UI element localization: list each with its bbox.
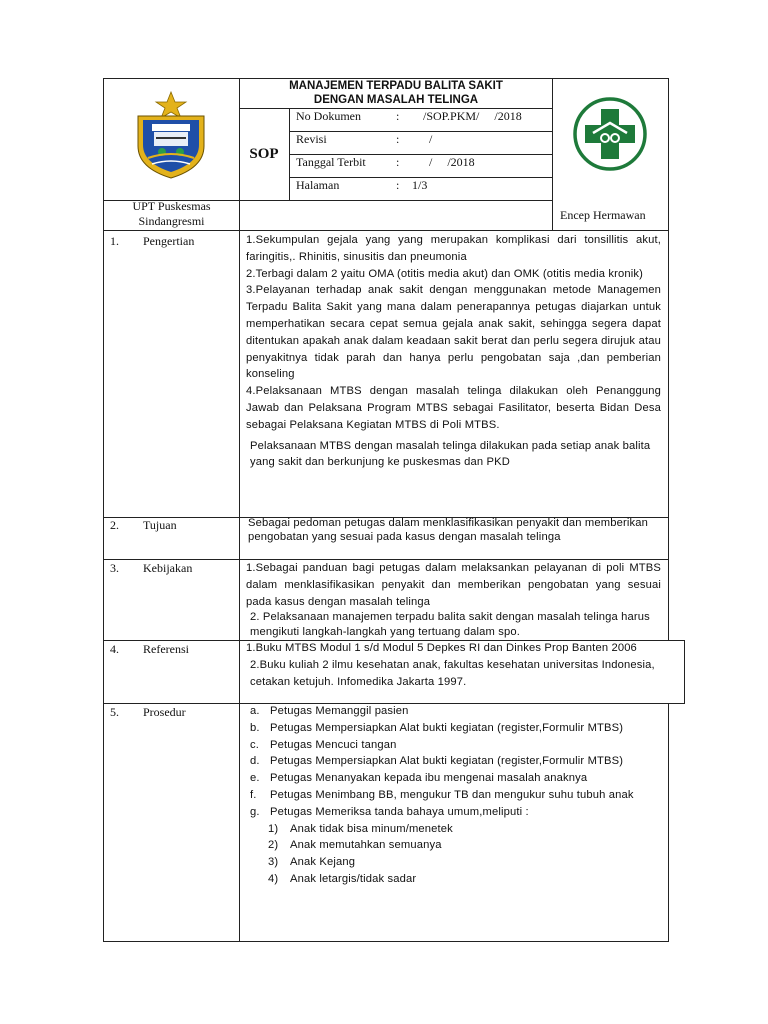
- meta-label-revisi: Revisi: [296, 132, 327, 146]
- prosedur-step: [242, 753, 661, 770]
- sub-marker: 2): [268, 839, 279, 852]
- section-number: 1.: [110, 234, 119, 248]
- table-border-bottom: [103, 941, 669, 942]
- table-border-right-shifted: [684, 640, 685, 703]
- section-number: 2.: [110, 518, 119, 532]
- meta-value-halaman: 1/3: [412, 178, 428, 192]
- kebijakan-content: [246, 560, 661, 640]
- title-line-1: MANAJEMEN TERPADU BALITA SAKIT: [289, 80, 503, 92]
- meta-row-line: [289, 131, 552, 132]
- prosedur-content: [242, 703, 661, 888]
- section-label-kebijakan: Kebijakan: [143, 561, 193, 575]
- section-number: 5.: [110, 705, 119, 719]
- column-divider: [239, 78, 240, 942]
- puskesmas-logo: [572, 96, 648, 172]
- prosedur-steps: [242, 703, 661, 821]
- header-divider-right: [552, 78, 553, 230]
- step-text: Petugas Menanyakan kepada ibu mengenai masalah anaknya: [270, 772, 588, 785]
- step-text: Petugas Mempersiapkan Alat bukti kegiatan (register,Formulir MTBS): [270, 755, 624, 768]
- section-label-referensi: Referensi: [143, 642, 189, 656]
- prosedur-step: [242, 703, 661, 720]
- sub-text: Anak letargis/tidak sadar: [290, 872, 417, 885]
- meta-value-tanggal-terbit: / /2018: [429, 155, 475, 169]
- step-marker: f.: [250, 788, 257, 801]
- referensi-content: [246, 640, 666, 690]
- step-text: Petugas Memanggil pasien: [270, 705, 409, 717]
- danger-sign-item: [242, 854, 661, 871]
- meta-sep: :: [396, 109, 400, 123]
- meta-label-halaman: Halaman: [296, 178, 340, 192]
- step-text: Petugas Memeriksa tanda bahaya umum,meliputi :: [270, 805, 529, 818]
- step-marker: d.: [250, 755, 260, 768]
- meta-sep: :: [396, 132, 400, 146]
- section-number: 4.: [110, 642, 119, 656]
- pengertian-paragraph: 2.Terbagi dalam 2 yaitu OMA (otitis media akut) dan OMK (otitis media kronik): [246, 267, 644, 280]
- sub-marker: 4): [268, 872, 279, 885]
- organization-name: [104, 199, 239, 229]
- kebijakan-paragraph: 1.Sebagai panduan bagi petugas dalam melaksankan pelayanan di poli MTBS dalam menklasifikasikan penyakit dan memberikan pengobatan yang sesuai pada kasus dengan masalah telinga: [246, 562, 661, 608]
- section-label-pengertian: Pengertian: [143, 234, 195, 248]
- step-marker: a.: [250, 705, 260, 717]
- step-marker: e.: [250, 772, 260, 785]
- pengertian-paragraph: Pelaksanaan MTBS dengan masalah telinga dilakukan pada setiap anak balita yang sakit dan berkunjung ke puskesmas dan PKD: [250, 439, 651, 468]
- meta-sep: :: [396, 155, 400, 169]
- meta-label-no-dokumen: No Dokumen: [296, 109, 361, 123]
- tujuan-content: [248, 516, 653, 544]
- table-border-right-lower: [668, 703, 669, 942]
- step-marker: b.: [250, 721, 260, 734]
- referensi-item: 1.Buku MTBS Modul 1 s/d Modul 5 Depkes RI dan Dinkes Prop Banten 2006: [246, 642, 637, 654]
- table-border-right: [668, 78, 669, 640]
- pengertian-paragraph: 1.Sekumpulan gejala yang yang merupakan komplikasi dari tonsillitis akut, faringitis,. Rhinitis, sinusitis dan pneumonia: [246, 234, 661, 263]
- danger-sign-item: [242, 871, 661, 888]
- step-text: Petugas Mempersiapkan Alat bukti kegiatan (register,Formulir MTBS): [270, 721, 624, 734]
- meta-label-tanggal-terbit: Tanggal Terbit: [296, 155, 366, 169]
- tujuan-paragraph: Sebagai pedoman petugas dalam menklasifikasikan penyakit dan memberikan pengobatan yang sesuai pada kasus dengan masalah telinga: [248, 517, 648, 543]
- meta-value-revisi: /: [429, 132, 433, 146]
- step-text: Petugas Mencuci tangan: [270, 738, 397, 751]
- step-marker: g.: [250, 805, 260, 818]
- prosedur-step: [242, 804, 661, 821]
- step-text: Petugas Menimbang BB, mengukur TB dan mengukur suhu tubuh anak: [270, 788, 634, 801]
- document-title: [240, 79, 552, 107]
- sub-text: Anak Kejang: [290, 856, 356, 869]
- meta-value-no-dokumen: /SOP.PKM/ /2018: [423, 109, 522, 123]
- danger-sign-list: [242, 821, 661, 888]
- section-number: 3.: [110, 561, 119, 575]
- prosedur-step: [242, 770, 661, 787]
- kebijakan-paragraph: 2. Pelaksanaan manajemen terpadu balita sakit dengan masalah telinga harus mengikuti langkah-langkah yang tertuang dalam spo.: [250, 611, 650, 639]
- sub-marker: 3): [268, 856, 279, 869]
- prosedur-step: [242, 737, 661, 754]
- sub-text: Anak tidak bisa minum/menetek: [290, 822, 453, 835]
- meta-sep: :: [396, 178, 400, 192]
- referensi-item: 2.Buku kuliah 2 ilmu kesehatan anak, fakultas kesehatan universitas Indonesia, cetakan ketujuh. Infomedika Jakarta 1997.: [250, 658, 655, 688]
- section-label-tujuan: Tujuan: [143, 518, 177, 532]
- danger-sign-item: [242, 821, 661, 838]
- sub-text: Anak memutahkan semuanya: [290, 839, 442, 852]
- pengertian-paragraph: 3.Pelayanan terhadap anak sakit dengan menggunakan metode Managemen Terpadu Balita Sakit yang mana dalam penerapannya petugas diajarkan untuk memperhatikan secara cepat semua gejala anak sakit, sehingga segera dapat ditentukan apakah anak dalam keadaan sakit berat dan perlu segera dirujuk atau penyakitnya tidak parah dan hanya perlu pengobatan saja ,dan pemberian konseling: [246, 284, 661, 381]
- regency-crest-logo: [128, 90, 214, 180]
- prosedur-step: [242, 720, 661, 737]
- section-line: [103, 230, 669, 231]
- signer-name: Encep Hermawan: [560, 208, 646, 222]
- pengertian-paragraph: 4.Pelaksanaan MTBS dengan masalah telinga dilakukan oleh Penanggung Jawab dan Pelaksana Program MTBS sebagai Fasilitator, beserta Bidan Desa sebagai Pelaksana Kegiatan MTBS di Poli MTBS.: [246, 385, 661, 431]
- title-line-2: DENGAN MASALAH TELINGA: [313, 94, 479, 106]
- sub-marker: 1): [268, 822, 279, 835]
- org-line-1: UPT Puskesmas: [132, 199, 211, 213]
- sop-label: SOP: [249, 145, 279, 162]
- pengertian-content: [246, 232, 661, 470]
- danger-sign-item: [242, 837, 661, 854]
- section-label-prosedur: Prosedur: [143, 705, 186, 719]
- org-line-2: Sindangresmi: [138, 214, 205, 228]
- step-marker: c.: [250, 738, 260, 751]
- prosedur-step: [242, 787, 661, 804]
